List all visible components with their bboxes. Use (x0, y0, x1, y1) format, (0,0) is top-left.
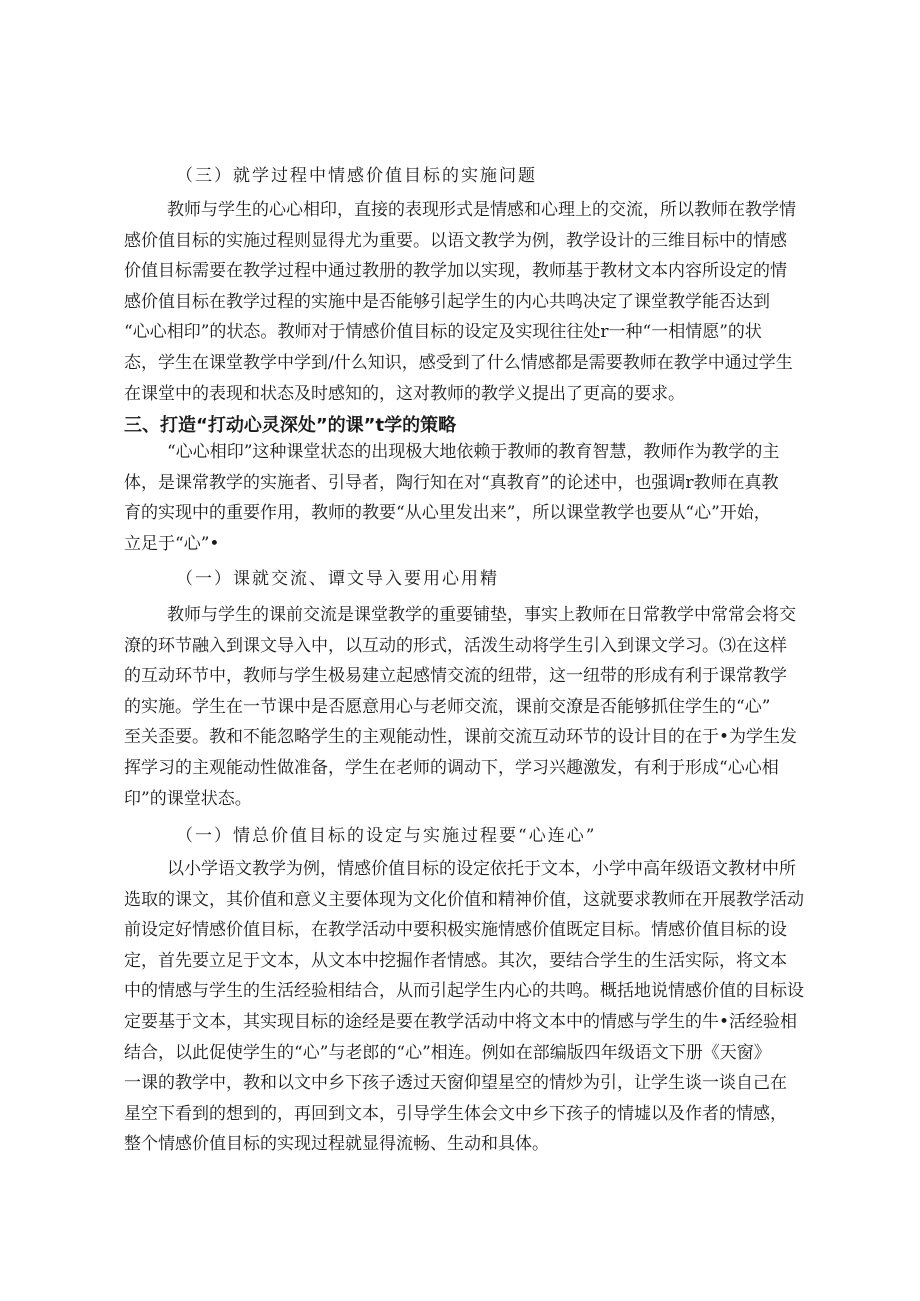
text-line: 在课堂中的表现和状态及时感知的，这对教师的教学义提出了更高的要求。 (124, 383, 685, 404)
subsection-heading-1a: （一）课就交流、谭文导入要用心用精 (176, 569, 499, 589)
text-line: 态，学生在课堂教学中学到/什么知识，感受到了什么情感都是需要教师在教学中通过学生 (124, 352, 793, 373)
paragraph-emotional-goals (124, 195, 804, 409)
text-line: 的实施。学生在一节课中是否愿意用心与老师交流，课前交潦是否能够抓住学生的“心” (124, 696, 771, 717)
text-line: 整个情感价值目标的实现过程就显得流畅、生动和具体。 (124, 1134, 549, 1155)
paragraph-pre-class-exchange (124, 600, 804, 814)
subsection-heading-3: （三）就学过程中情感价值目标的实施问题 (176, 166, 537, 186)
text-line: 的互动环节中，教师与学生极易建立起感情交流的纽带，这一纽带的形成有利于课常教学 (124, 666, 787, 687)
text-line: 挥学习的主观能动性做准备，学生在老师的调动下，学习兴趣激发，有利于形成“心心相 (124, 757, 779, 778)
text-line: 印”的课堂状态。 (124, 788, 252, 809)
section-heading-strategy: 三、打造“打动心灵深处”的课”t学的策略 (124, 415, 457, 436)
text-line: 感价值目标的实施过程则显得尤为重要。以语文教学为例，教学设计的三维目标中的情感 (124, 230, 787, 251)
text-line: 以小学语文教学为例，情感价值目标的设定依托于文本，小学中高年级语文教材中所 (167, 859, 796, 879)
text-line: 定要基于文本，其实现目标的途经是要在教学活动中将文本中的情感与学生的牛•活经验相 (124, 1011, 798, 1032)
text-line: 价值目标需要在教学过程中通过教册的教学加以实现，教师基于教材文本内容所设定的情 (124, 261, 787, 282)
paragraph-goal-setting (124, 854, 804, 1160)
text-line: 立足于“心”• (124, 533, 220, 554)
text-line: 体，是课常教学的实施者、引导者，陶行知在对“真教育”的论述中，也强调r教师在真教 (124, 472, 779, 493)
text-line: “心心相印”这种课堂状态的出现极大地依赖于教师的教育智慧，教师作为教学的主 (167, 442, 780, 462)
text-line: 一课的教学中，教和以文中乡下孩子透过天窗仰望星空的情炒为引，让学生谈一谈自己在 (124, 1073, 787, 1094)
text-line: 星空下看到的想到的，再回到文本，引导学生体会文中乡下孩子的情墟以及作者的情感， (124, 1103, 787, 1124)
text-line: 感价值目标在教学过程的实施中是否能够引起学生的内心共鸣决定了课堂教学能否达到 (124, 291, 770, 312)
text-line: 定，首先要立足于文本，从文本中挖掘作者情感。其次，要结合学生的生活实际，将文本 (124, 950, 787, 971)
subsection-heading-1b: （一）情总价值目标的设定与实施过程要“心连心” (176, 826, 597, 846)
text-line: “心心相印”的状态。教师对于情感价值目标的设定及实现往往处r一种“一相情愿”的状 (124, 322, 762, 343)
text-line: 前设定好情感价值目标，在教学活动中要积极实施情感价值既定目标。情感价值目标的设 (124, 920, 787, 941)
text-line: 教师与学生的心心相印，直接的表现形式是情感和心理上的交流，所以教师在教学情 (167, 200, 796, 220)
text-line: 育的实现中的重要作用，教师的教要“从心里发出来”，所以课堂教学也要从“心”开始， (124, 503, 771, 524)
paragraph-heart-to-heart (124, 437, 804, 559)
text-line: 至关歪要。教和不能忽略学生的主观能动性，课前交流互动环节的设计目的在于•为学生发 (124, 727, 798, 748)
text-line: 选取的课文，其价值和意义主要体现为文化价值和精神价值，这就要求教师在开展教学活动 (124, 889, 804, 910)
text-line: 结合，以此促使学生的“心”与老郎的“心”相连。例如在部编版四年级语文下册《天窗》 (124, 1042, 771, 1063)
text-line: 教师与学生的课前交流是课堂教学的重要铺垫，事实上教师在日常教学中常常会将交 (167, 605, 796, 625)
text-line: 潦的环节融入到课文导入中，以互动的形式，活泼生动将学生引入到课文学习。⑶在这样 (124, 635, 787, 656)
text-line: 中的情感与学生的生活经验相结合，从而引起学生内心的共鸣。概括地说情感价值的目标设 (124, 981, 804, 1002)
